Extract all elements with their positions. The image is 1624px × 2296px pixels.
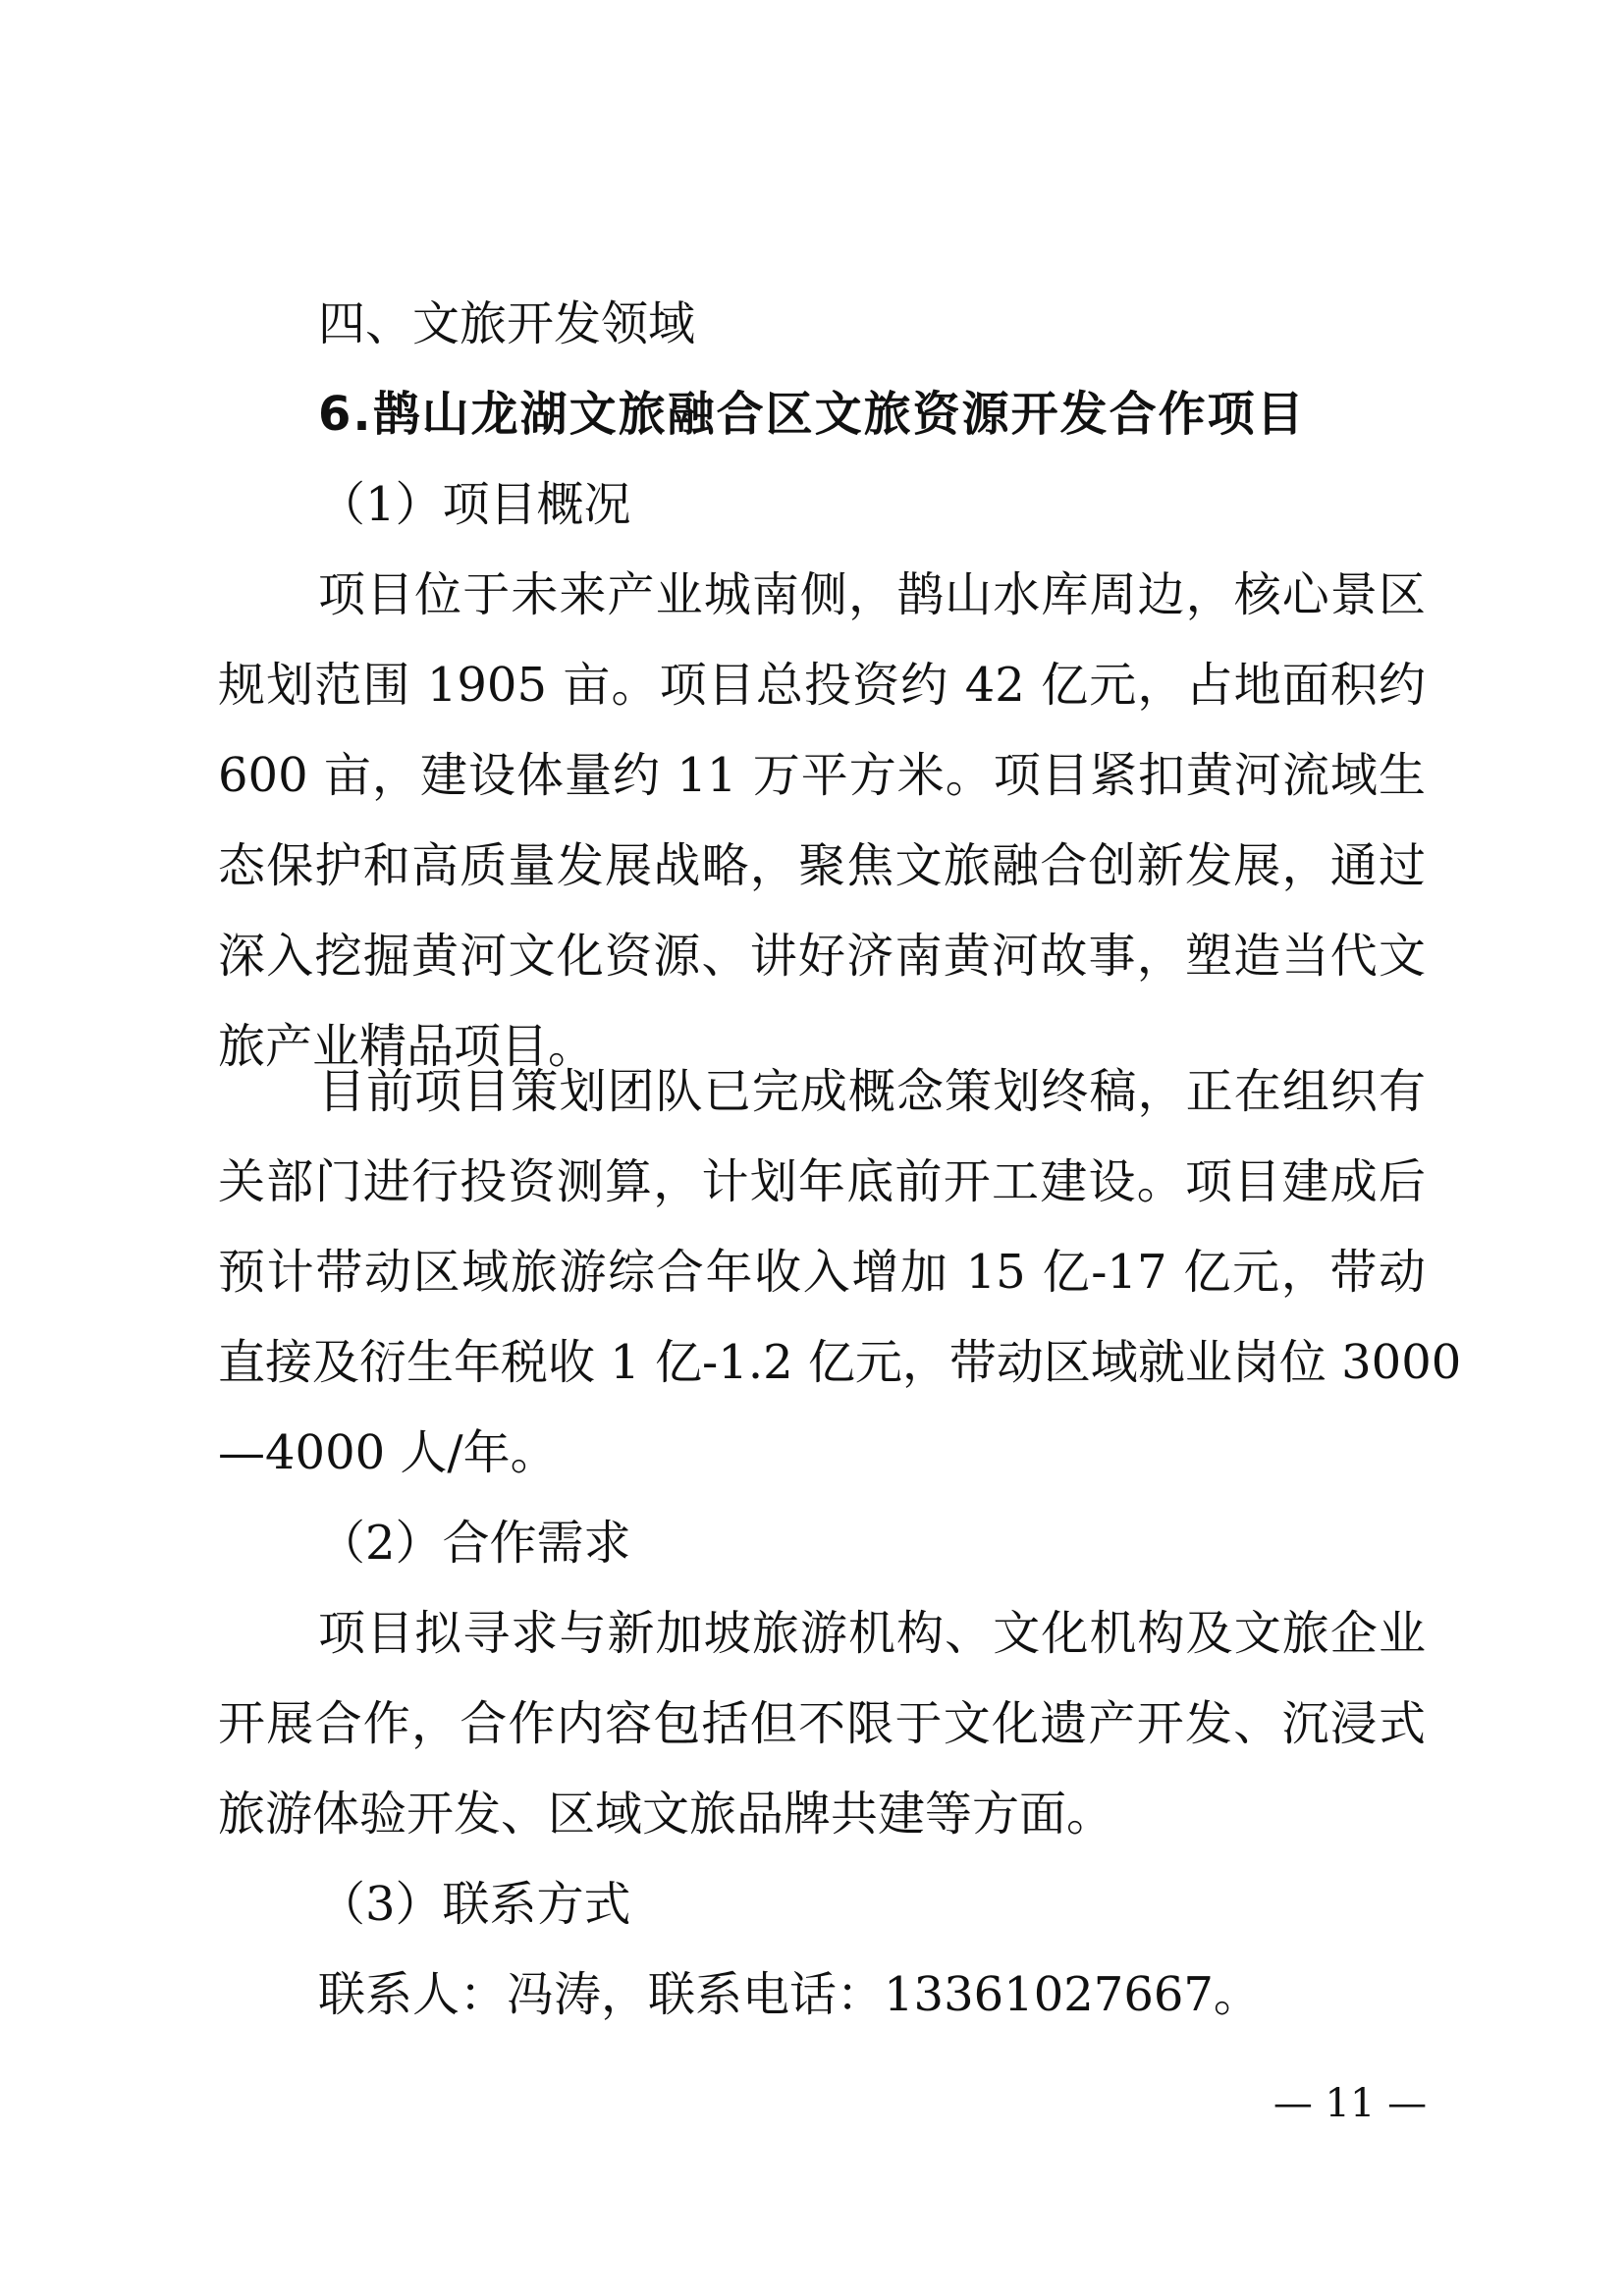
paragraph-line: 直接及衍生年税收 1 亿-1.2 亿元，带动区域就业岗位 3000 bbox=[218, 1335, 1462, 1390]
paragraph-line: 开展合作，合作内容包括但不限于文化遗产开发、沉浸式 bbox=[218, 1696, 1426, 1751]
subsection-heading-cooperation: （2）合作需求 bbox=[318, 1516, 631, 1571]
paragraph-line: 600 亩，建设体量约 11 万平方米。项目紧扣黄河流域生 bbox=[218, 748, 1426, 803]
paragraph-line: 规划范围 1905 亩。项目总投资约 42 亿元，占地面积约 bbox=[218, 658, 1426, 713]
paragraph-line: —4000 人/年。 bbox=[218, 1425, 558, 1480]
paragraph-line: 旅游体验开发、区域文旅品牌共建等方面。 bbox=[218, 1787, 1114, 1842]
page-number: — 11 — bbox=[1272, 2081, 1428, 2126]
paragraph-line: 旅产业精品项目。 bbox=[218, 1019, 596, 1074]
paragraph-line: 预计带动区域旅游综合年收入增加 15 亿-17 亿元，带动 bbox=[218, 1245, 1426, 1300]
subsection-heading-contact: （3）联系方式 bbox=[318, 1877, 631, 1932]
contact-line: 联系人：冯涛，联系电话：13361027667。 bbox=[318, 1967, 1261, 2022]
paragraph-line: 关部门进行投资测算，计划年底前开工建设。项目建成后 bbox=[218, 1154, 1426, 1209]
project-title: 6.鹊山龙湖文旅融合区文旅资源开发合作项目 bbox=[318, 387, 1306, 442]
paragraph-line: 目前项目策划团队已完成概念策划终稿，正在组织有 bbox=[318, 1064, 1426, 1119]
section-heading: 四、文旅开发领域 bbox=[318, 296, 696, 351]
paragraph-line: 深入挖掘黄河文化资源、讲好济南黄河故事，塑造当代文 bbox=[218, 929, 1426, 984]
paragraph-line: 项目拟寻求与新加坡旅游机构、文化机构及文旅企业 bbox=[318, 1606, 1426, 1661]
subsection-heading-overview: （1）项目概况 bbox=[318, 477, 631, 532]
paragraph-line: 态保护和高质量发展战略，聚焦文旅融合创新发展，通过 bbox=[218, 838, 1426, 893]
paragraph-line: 项目位于未来产业城南侧，鹊山水库周边，核心景区 bbox=[318, 567, 1426, 622]
